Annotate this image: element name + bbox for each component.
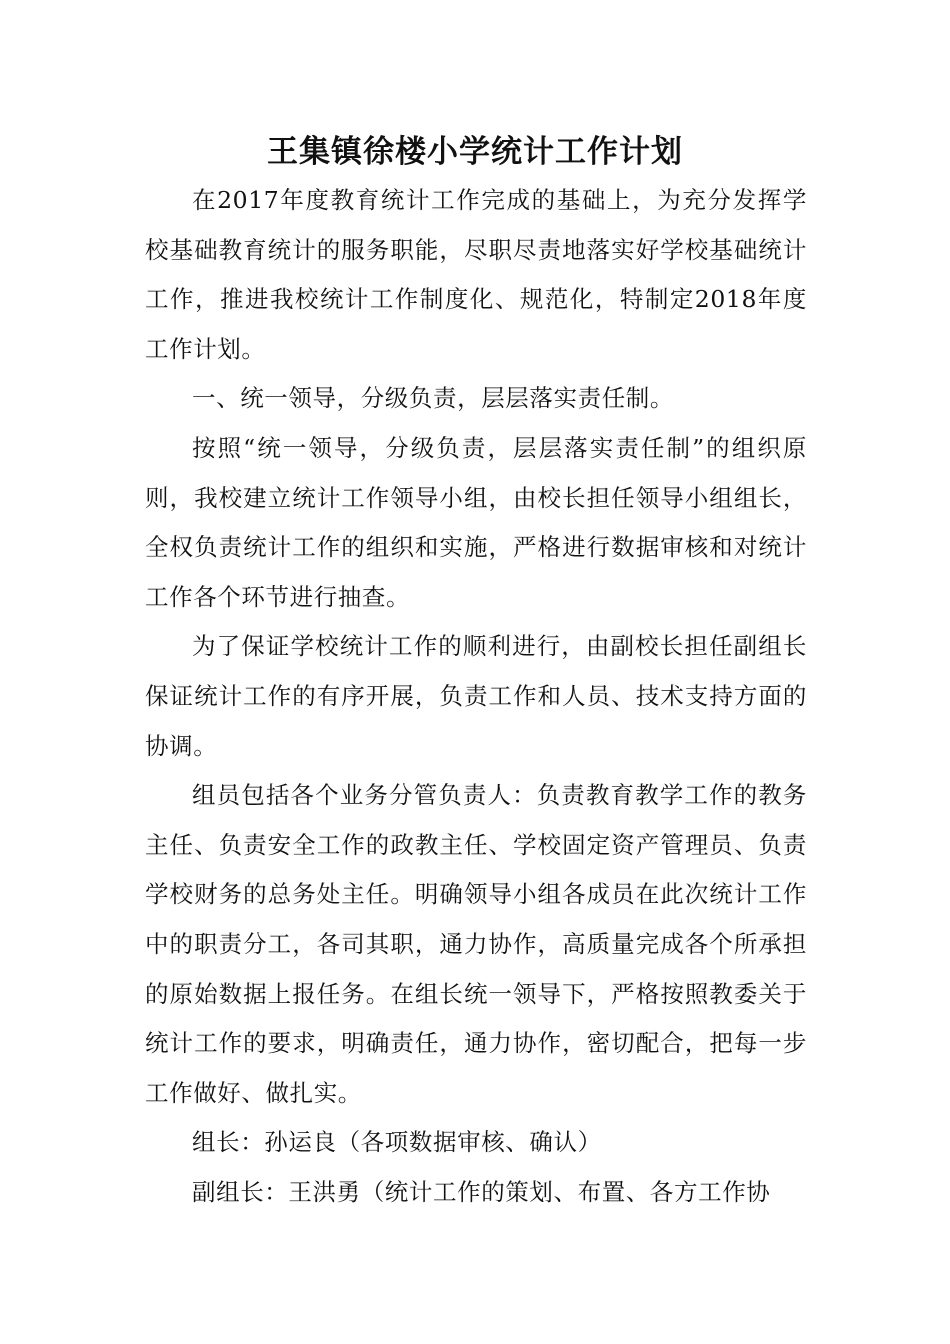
paragraph-deputy: 为了保证学校统计工作的顺利进行，由副校长担任副组长保证统计工作的有序开展，负责工作和人员、技术支持方面的协调。 <box>145 632 807 760</box>
document-body <box>145 176 807 1217</box>
paragraph-principle: 按照“统一领导，分级负责，层层落实责任制”的组织原则，我校建立统计工作领导小组，由校长担任领导小组组长，全权负责统计工作的组织和实施，严格进行数据审核和对统计工作各个环节进行抽查。 <box>145 433 807 611</box>
paragraph-intro: 在2017年度教育统计工作完成的基础上，为充分发挥学校基础教育统计的服务职能，尽职尽责地落实好学校基础统计工作，推进我校统计工作制度化、规范化，特制定2018年度工作计划。 <box>145 186 807 363</box>
paragraph-deputy-leader: 副组长：王洪勇（统计工作的策划、布置、各方工作协 <box>192 1177 771 1206</box>
document-title: 王集镇徐楼小学统计工作计划 <box>267 134 683 170</box>
paragraph-members: 组员包括各个业务分管负责人：负责教育教学工作的教务主任、负责安全工作的政教主任、学校固定资产管理员、负责学校财务的总务处主任。明确领导小组各成员在此次统计工作中的职责分工，各司其职，通力协作，高质量完成各个所承担的原始数据上报任务。在组长统一领导下，严格按照教委关于统计工作的要求，明确责任，通力协作，密切配合，把每一步工作做好、做扎实。 <box>145 781 807 1107</box>
paragraph-leader: 组长：孙运良（各项数据审核、确认） <box>192 1128 602 1157</box>
section-heading-1: 一、统一领导，分级负责，层层落实责任制。 <box>192 384 674 413</box>
